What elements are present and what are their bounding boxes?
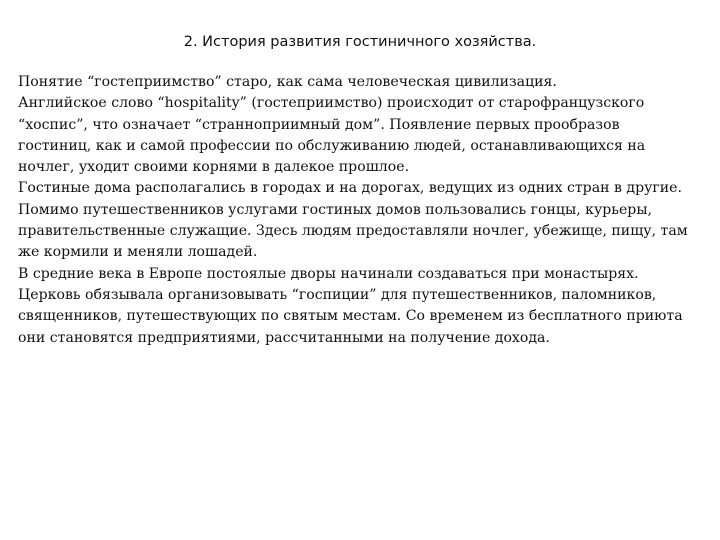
body-line: ночлег, уходит своими корнями в далекое прошлое. [18,159,410,176]
body-line: правительственные служащие. Здесь людям предоставляли ночлег, убежище, пищу, там [18,223,688,240]
body-line: Английское слово “hospitality” (гостеприимство) происходит от старофранцузского [18,95,645,112]
body-line: В средние века в Европе постоялые дворы начинали создаваться при монастырях. [18,265,639,282]
body-line: Гостиные дома располагались в городах и на дорогах, ведущих из одних стран в другие. [18,180,682,197]
slide-body-text [18,72,708,349]
body-line: Церковь обязывала организовывать “госпиции” для путешественников, паломников, [18,286,657,303]
body-line: же кормили и меняли лошадей. [18,244,258,261]
body-line: Помимо путешественников услугами гостиных домов пользовались гонцы, курьеры, [18,201,653,218]
body-line: священников, путешествующих по святым местам. Со временем из бесплатного приюта [18,308,683,325]
body-line: гостиниц, как и самой профессии по обслуживанию людей, останавливающихся на [18,137,646,154]
body-line: Понятие “гостеприимство” старо, как сама человеческая цивилизация. [18,74,557,90]
body-line: они становятся предприятиями, рассчитанными на получение дохода. [18,329,550,346]
slide-title: 2. История развития гостиничного хозяйства. [183,34,537,50]
body-line: “хоспис”, что означает “странноприимный дом”. Появление первых прообразов [18,116,620,133]
